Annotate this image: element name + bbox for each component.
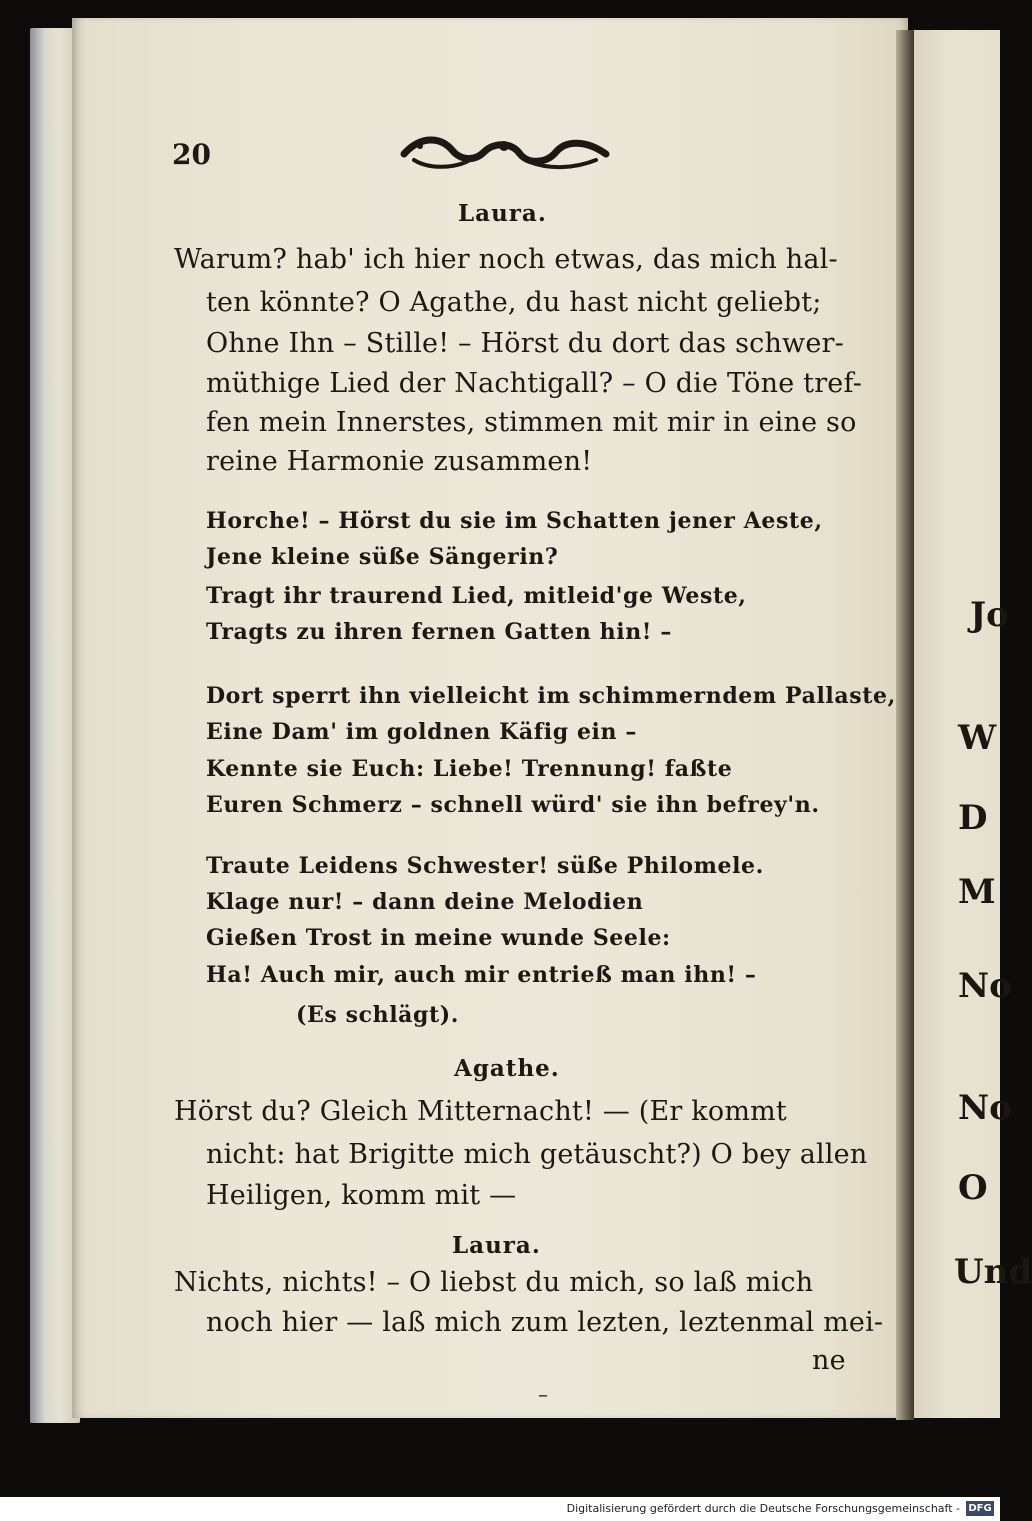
- bottom-mark: –: [538, 1382, 549, 1406]
- prose-line: nicht: hat Brigitte mich getäuscht?) O bey allen: [206, 1139, 868, 1170]
- facing-page-fragment: D: [958, 798, 988, 838]
- facing-page: [914, 30, 1032, 1418]
- verse-line: Eine Dam' im goldnen Käfig ein –: [206, 719, 637, 745]
- prose-line: Nichts, nichts! – O liebst du mich, so laß mich: [174, 1267, 814, 1298]
- prose-line: Heiligen, komm mit —: [206, 1180, 517, 1211]
- prose-line: fen mein Innerstes, stimmen mit mir in eine so: [206, 407, 857, 438]
- verse-line: Ha! Auch mir, auch mir entrieß man ihn! –: [206, 962, 757, 988]
- speaker-name: Laura.: [458, 200, 547, 227]
- facing-page-fragment: M: [958, 872, 996, 912]
- verse-line: Horche! – Hörst du sie im Schatten jener Aeste,: [206, 508, 823, 534]
- catchword: ne: [812, 1345, 846, 1376]
- facing-page-fragment: No: [958, 1088, 1012, 1128]
- facing-page-fragment: Und: [954, 1252, 1032, 1292]
- dfg-logo: DFG: [966, 1501, 994, 1516]
- prose-line: Ohne Ihn – Stille! – Hörst du dort das schwer-: [206, 328, 844, 359]
- prose-line: müthige Lied der Nachtigall? – O die Töne tref-: [206, 368, 863, 399]
- verse-line: Traute Leidens Schwester! süße Philomele.: [206, 853, 764, 879]
- verse-line: Jene kleine süße Sängerin?: [206, 544, 559, 570]
- prose-line: Hörst du? Gleich Mitternacht! — (Er kommt: [174, 1096, 787, 1127]
- facing-page-fragment: W: [958, 718, 997, 758]
- prose-line: noch hier — laß mich zum lezten, leztenmal mei-: [206, 1307, 884, 1338]
- book-gutter: [896, 30, 914, 1420]
- stage-direction: (Es schlägt).: [296, 1002, 460, 1028]
- verse-line: Tragts zu ihren fernen Gatten hin! –: [206, 619, 672, 645]
- facing-page-fragment: No: [958, 966, 1012, 1006]
- facing-page-fragment: Jo: [970, 595, 1009, 635]
- prose-line: ten könnte? O Agathe, du hast nicht geliebt;: [206, 287, 822, 318]
- verse-line: Euren Schmerz – schnell würd' sie ihn befrey'n.: [206, 792, 820, 818]
- speaker-name: Laura.: [452, 1232, 541, 1259]
- verse-line: Gießen Trost in meine wunde Seele:: [206, 925, 671, 951]
- funding-credit: Digitalisierung gefördert durch die Deutsche Forschungsgemeinschaft -: [566, 1502, 960, 1515]
- speaker-name: Agathe.: [454, 1055, 560, 1082]
- verse-line: Klage nur! – dann deine Melodien: [206, 889, 644, 915]
- verse-line: Kennte sie Euch: Liebe! Trennung! faßte: [206, 756, 733, 782]
- page-number: 20: [172, 138, 211, 171]
- facing-page-fragment: O: [958, 1168, 988, 1208]
- verse-line: Tragt ihr traurend Lied, mitleid'ge Weste,: [206, 583, 747, 609]
- prose-line: Warum? hab' ich hier noch etwas, das mich hal-: [174, 244, 838, 275]
- decorative-headpiece-icon: [400, 132, 610, 174]
- verse-line: Dort sperrt ihn vielleicht im schimmerndem Pallaste,: [206, 683, 896, 709]
- prose-line: reine Harmonie zusammen!: [206, 446, 593, 477]
